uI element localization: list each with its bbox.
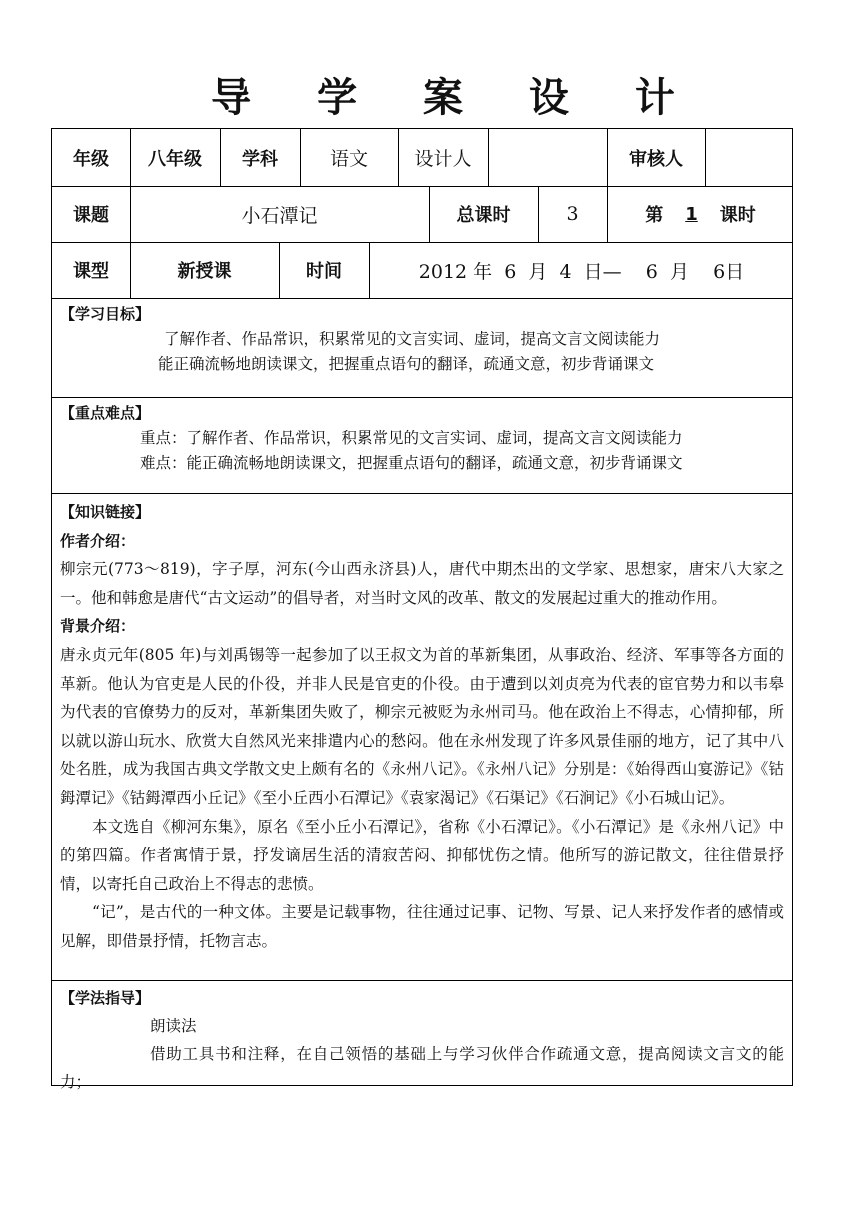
- designer-value: [488, 129, 607, 186]
- study-method-section: [60, 984, 784, 1096]
- background-heading: 背景介绍：: [60, 617, 136, 636]
- lesson-number-value: 1: [685, 203, 698, 225]
- row-divider: [52, 493, 792, 494]
- source-text: 本文选自《柳河东集》，原名《至小丘小石潭记》，省称《小石潭记》。《小石潭记》是《永州八记》中的第四篇。作者寓情于景，抒发谪居生活的清寂苦闷、抑郁忧伤之情。他所写的游记散文，往往借景抒情，以寄托自己政治上不得志的悲愤。: [60, 817, 784, 893]
- type-value: 新授课: [177, 261, 232, 282]
- row-divider: [52, 298, 792, 299]
- author-text: 柳宗元(773～819)，字子厚，河东(今山西永济县)人，唐代中期杰出的文学家、思想家，唐宋八大家之一。他和韩愈是唐代“古文运动”的倡导者，对当时文风的改革、散文的发展起过重大的推动作用。: [60, 560, 784, 607]
- page-title: 导 学 案 设 计: [211, 75, 701, 121]
- background-text: 唐永贞元年(805 年)与刘禹锡等一起参加了以王叔文为首的革新集团，从事政治、经济、军事等各方面的革新。他认为官吏是人民的仆役，并非人民是官吏的仆役。由于遭到以刘贞亮为代表的宦官势力和以韦皋为代表的官僚势力的反对，革新集团失败了，柳宗元被贬为永州司马。他在政治上不得志，心情抑郁，所以就以游山玩水、欣赏大自然风光来排遣内心的愁闷。他在永州发现了许多风景佳丽的地方，记了其中八处名胜，成为我国古典文学散文史上颇有名的《永州八记》。《永州八记》分别是：《始得西山宴游记》《钴鉧潭记》《钴鉧潭西小丘记》《至小丘西小石潭记》《袁家渴记》《石渠记》《石涧记》《小石城山记》。: [60, 645, 784, 807]
- lesson-plan-table: [51, 128, 793, 1091]
- learning-goals-section: [60, 302, 784, 377]
- grade-value: 八年级: [148, 148, 202, 170]
- study-method-line: 借助工具书和注释，在自己领悟的基础上与学习伙伴合作疏通文意，提高阅读文言文的能力；: [60, 1045, 784, 1091]
- learning-goal-line: 能正确流畅地朗读课文，把握重点语句的翻译，疏通文意，初步背诵课文: [158, 355, 655, 373]
- genre-text: “记”，是古代的一种文体。主要是记载事物，往往通过记事、记物、写景、记人来抒发作者的感情或见解，即借景抒情，托物言志。: [60, 903, 784, 950]
- key-point-line: 重点：了解作者、作品常识，积累常见的文言实词、虚词，提高文言文阅读能力: [140, 429, 683, 447]
- lesson-prefix: 第: [645, 205, 664, 226]
- type-label: 课型: [73, 261, 109, 282]
- knowledge-heading: 【知识链接】: [60, 503, 151, 521]
- key-points-section: [60, 401, 784, 476]
- topic-value: 小石潭记: [241, 204, 318, 227]
- key-points-heading: 【重点难点】: [60, 404, 151, 422]
- designer-label: 设计人: [414, 148, 472, 170]
- total-hours-value: 3: [566, 203, 579, 225]
- reviewer-value: [705, 129, 794, 186]
- row-divider: [52, 980, 792, 981]
- row-divider: [52, 397, 792, 398]
- lesson-suffix: 课时: [719, 205, 756, 226]
- study-method-line: 朗读法: [150, 1017, 197, 1035]
- difficulty-line: 难点：能正确流畅地朗读课文，把握重点语句的翻译，疏通文意，初步背诵课文: [140, 454, 683, 472]
- knowledge-section: [60, 498, 784, 956]
- study-method-heading: 【学法指导】: [60, 989, 151, 1007]
- learning-goals-heading: 【学习目标】: [60, 305, 151, 323]
- total-hours-label: 总课时: [456, 205, 511, 226]
- author-heading: 作者介绍：: [60, 531, 136, 550]
- learning-goal-line: 了解作者、作品常识，积累常见的文言实词、虚词，提高文言文阅读能力: [164, 330, 661, 348]
- lesson-number: [607, 186, 794, 242]
- time-label: 时间: [306, 261, 342, 282]
- grade-label: 年级: [73, 148, 109, 170]
- topic-label: 课题: [73, 205, 109, 226]
- reviewer-label: 审核人: [629, 148, 683, 170]
- subject-value: 语文: [329, 148, 368, 170]
- subject-label: 学科: [242, 148, 278, 170]
- time-value: 2012 年 6 月 4 日— 6 月 6日: [418, 260, 745, 283]
